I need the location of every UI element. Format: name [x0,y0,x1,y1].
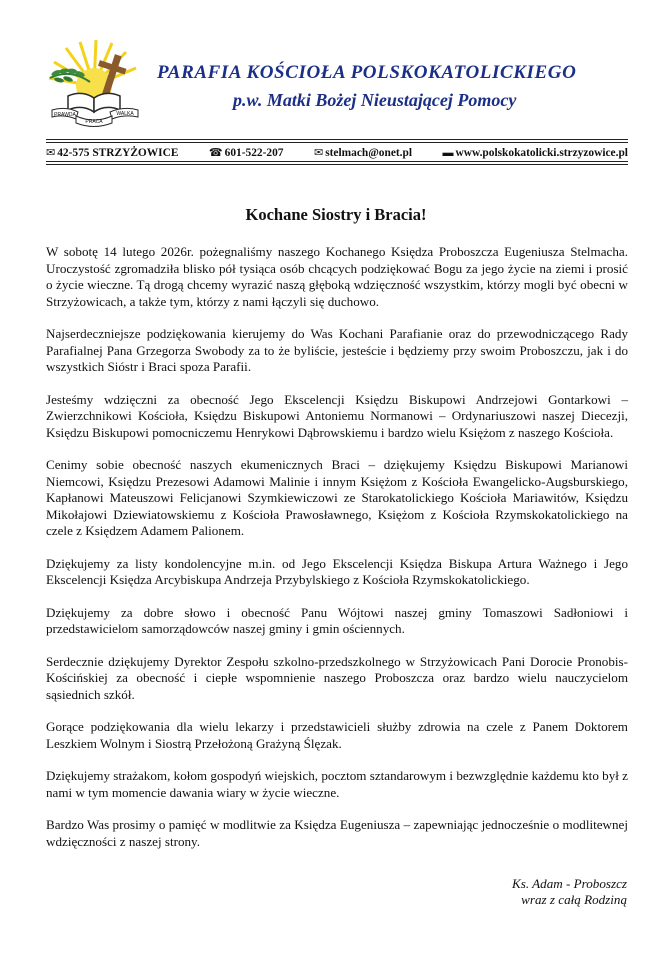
paragraph: Cenimy sobie obecność naszych ekumenicznych Braci – dziękujemy Księdzu Biskupowi Marianowi Niemcowi, Księdzu Prezesowi Adamowi Malinie i innym Księżom z Kościoła Ewangelicko-Augsburskiego, Kapłanowi Mateuszowi Felicjanowi Szymkiewiczowi ze Starokatolickiego Kościoła Mariawitów, Księdzu Mikołajowi Dziewiatowskiemu z Kościoła Prawosławnego, Księżom z Kościoła Rzymskokatolickiego na czele z Księdzem Adamem Palionem. [46,457,628,538]
paragraph: Bardzo Was prosimy o pamięć w modlitwie za Księdza Eugeniusza – zapewniając jednocześnie o modlitewnej wdzięczności z naszej strony. [46,817,628,849]
header-divider-bottom-inner [46,164,628,165]
paragraph: Jesteśmy wdzięczni za obecność Jego Ekscelencji Księdzu Biskupowi Andrzejowi Gontarkowi – Zwierzchnikowi Kościoła, Księdzu Biskupowi Antoniemu Normanowi – Ordynariuszowi naszej Diecezji, Księdzu Biskupowi pomocniczemu Henrykowi Dąbrowskiemu i bardzo wielu Księżom z naszego Kościoła. [46,391,628,440]
ribbon-word-right: WALKA [116,111,134,117]
envelope-icon: ✉ [46,147,56,159]
contact-bar [46,146,628,159]
signature-line-1: Ks. Adam - Proboszcz [512,876,627,891]
ribbon-word-left: PRAWDA [54,112,76,118]
parish-title: PARAFIA KOŚCIOŁA POLSKOKATOLICKIEGO [157,62,577,83]
paragraph: Gorące podziękowania dla wielu lekarzy i przedstawicieli służby zdrowia na czele z Panem Doktorem Leszkiem Wolnym i Siostrą Przełożoną Grażyną Ślęzak. [46,719,628,751]
letter-heading: Kochane Siostry i Bracia! [245,205,427,224]
paragraph: Serdecznie dziękujemy Dyrektor Zespołu szkolno-przedszkolnego w Strzyżowicach Pani Dorocie Pronobis-Kościńskiej za obecność i ciepłe wspomnienie naszego Proboszcza oraz bardzo wielu nauczycielom sąsiednich szkół. [46,653,628,702]
phone-text: 601-522-207 [224,147,284,159]
header-divider-bottom [46,161,628,162]
parish-subtitle: p.w. Matki Bożej Nieustającej Pomocy [233,90,517,110]
paragraph: Dziękujemy strażakom, kołom gospodyń wiejskich, pocztom sztandarowym i bezwzględnie każdemu kto był z nami w tym momencie dawania wiary w życie wieczne. [46,768,628,800]
parish-logo [46,38,146,128]
paragraph: W sobotę 14 lutego 2026r. pożegnaliśmy naszego Kochanego Księdza Proboszcza Eugeniusza Stelmacha. Uroczystość zgromadziła blisko pół tysiąca osób chcących podziękować Bogu za jego życie na ziemi i prosić o życie wieczne. Tą drogą chcemy wyrazić naszą głęboką wdzięczność wszystkim, którzy mogli być obecni w Strzyżowicach, a także tym, którzy z nami łączyli się duchowo. [46,244,628,309]
signature-line-2: wraz z całą Rodziną [521,892,627,907]
paragraph: Najserdeczniejsze podziękowania kierujemy do Was Kochani Parafianie oraz do przewodniczącego Rady Parafialnej Pana Grzegorza Swobody za to że byliście, jesteście i będziemy przy swoim Proboszczu, jak i do wszystkich Sióstr i Braci spoza Parafii. [46,326,628,374]
email-link[interactable]: stelmach@onet.pl [325,147,413,159]
header-divider-top [46,139,628,140]
phone-item [209,146,284,159]
letter-body [46,244,628,866]
mail-icon: ✉ [313,147,324,159]
phone-icon: ☎ [208,147,223,159]
address-item [46,146,178,159]
signature [512,876,627,908]
email-item[interactable] [314,146,412,159]
header-divider-top-inner [46,142,628,143]
ribbon-word-center: PRACA [85,119,103,125]
website-link[interactable]: www.polskokatolicki.strzyzowice.pl [455,146,628,159]
computer-icon: ▬ [442,146,454,159]
paragraph: Dziękujemy za listy kondolencyjne m.in. od Jego Ekscelencji Księdza Biskupa Artura Ważnego i Jego Ekscelencji Księdza Arcybiskupa Andrzeja Przybylskiego z Kościoła Rzymskokatolickiego. [46,555,628,587]
address-text: 42-575 STRZYŻOWICE [57,147,179,159]
website-item[interactable] [443,147,628,159]
paragraph: Dziękujemy za dobre słowo i obecność Panu Wójtowi naszej gminy Tomaszowi Sadłoniowi i przedstawicielom samorządowców naszej gminy i gmin ościennych. [46,604,628,636]
